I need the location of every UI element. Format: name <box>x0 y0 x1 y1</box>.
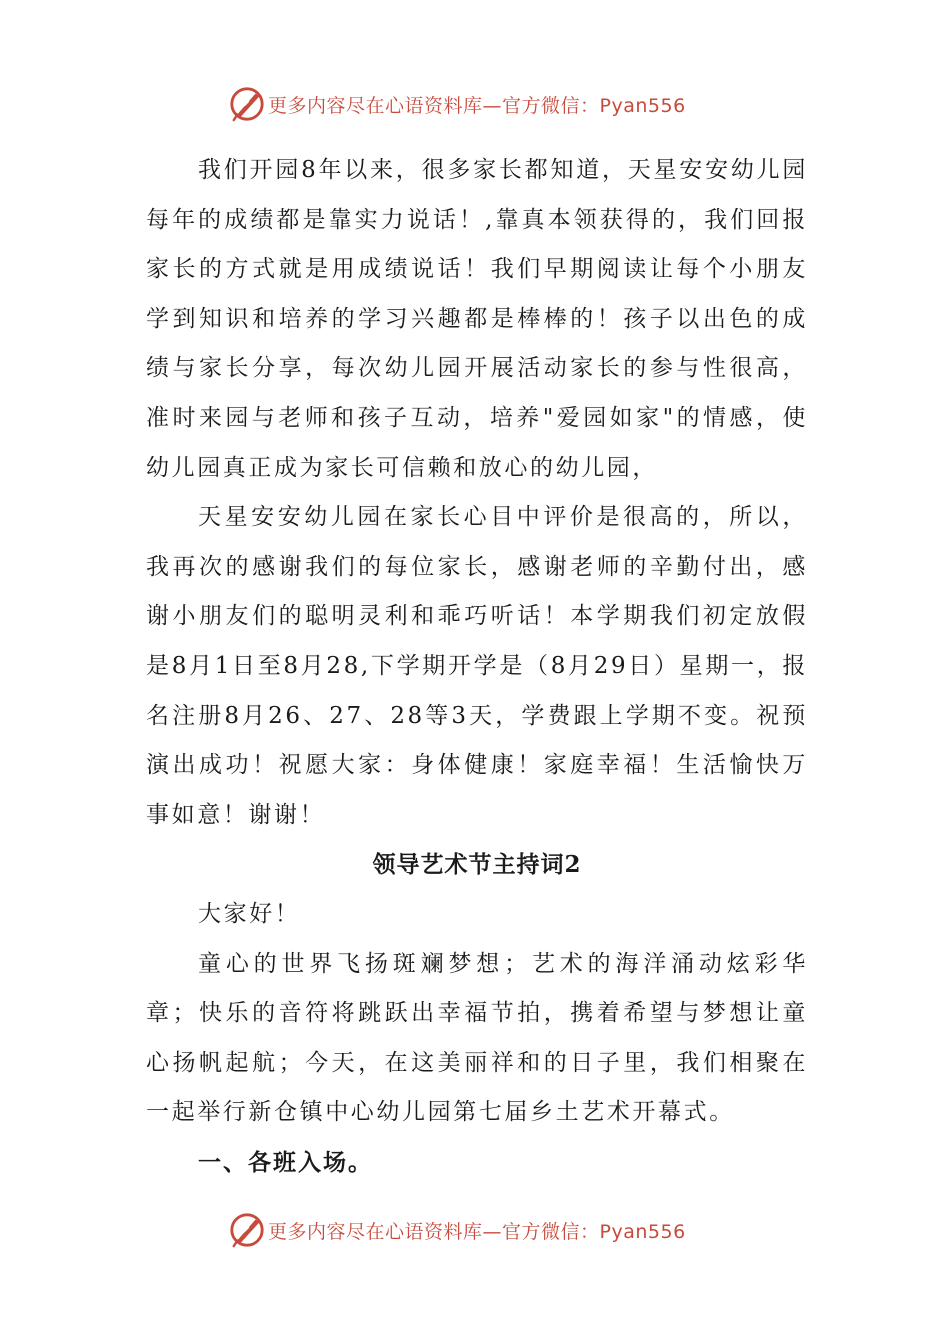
quill-pen-icon <box>228 1211 266 1249</box>
watermark-header <box>228 84 748 124</box>
watermark-text: 更多内容尽在心语资料库—官方微信：Pyan556 <box>268 94 686 117</box>
quill-pen-icon <box>228 85 266 123</box>
document-body <box>146 146 808 1187</box>
body-paragraph-2: 天星安安幼儿园在家长心目中评价是很高的，所以，我再次的感谢我们的每位家长，感谢老师的辛勤付出，感谢小朋友们的聪明灵利和乖巧听话！本学期我们初定放假是8月1日至8月28,下学期开学是（8月29日）星期一，报名注册8月26、27、28等3天，学费跟上学期不变。祝预演出成功！祝愿大家：身体健康！家庭幸福！生活愉快万事如意！谢谢！ <box>146 504 808 828</box>
watermark-text: 更多内容尽在心语资料库—官方微信：Pyan556 <box>268 1220 686 1243</box>
watermark-footer <box>228 1210 748 1250</box>
section-heading: 一、各班入场。 <box>198 1148 373 1176</box>
greeting: 大家好！ <box>198 900 301 927</box>
intro-paragraph: 童心的世界飞扬斑斓梦想；艺术的海洋涌动炫彩华章；快乐的音符将跳跃出幸福节拍，携着希望与梦想让童心扬帆起航；今天，在这美丽祥和的日子里，我们相聚在一起举行新仓镇中心幼儿园第七届乡土艺术开幕式。 <box>146 950 808 1126</box>
body-paragraph-1: 我们开园8年以来，很多家长都知道，天星安安幼儿园每年的成绩都是靠实力说话！,靠真本领获得的，我们回报家长的方式就是用成绩说话！我们早期阅读让每个小朋友学到知识和培养的学习兴趣都是棒棒的！孩子以出色的成绩与家长分享，每次幼儿园开展活动家长的参与性很高，准时来园与老师和孩子互动，培养"爱园如家"的情感，使幼儿园真正成为家长可信赖和放心的幼儿园， <box>146 157 808 481</box>
section-title: 领导艺术节主持词2 <box>372 851 582 879</box>
